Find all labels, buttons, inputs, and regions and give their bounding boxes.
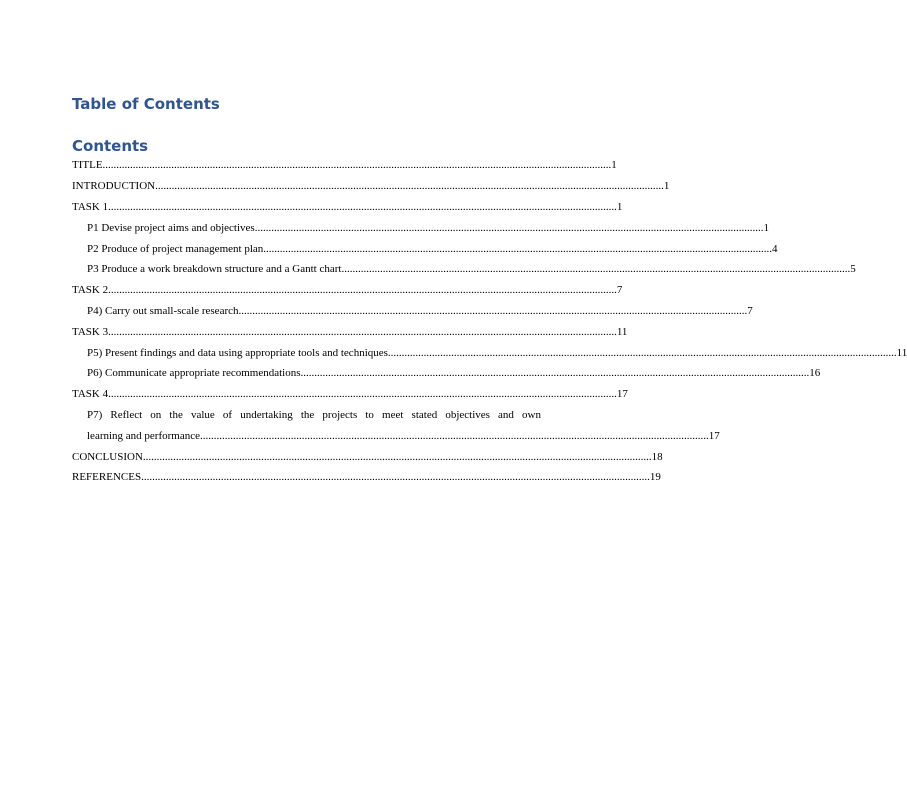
toc-entry-page: 17 — [708, 429, 720, 442]
toc-entry-title: P2 Produce of project management plan — [87, 242, 264, 255]
toc-entry[interactable] — [72, 467, 661, 488]
toc-entry-title: P5) Present findings and data using appropriate tools and techniques — [87, 346, 388, 359]
toc-entry-title: P1 Devise project aims and objectives — [87, 221, 255, 234]
toc-entry[interactable] — [72, 301, 753, 322]
toc-entry[interactable] — [72, 197, 623, 218]
toc-entry-title: P4) Carry out small-scale research — [87, 304, 239, 317]
toc-entry-title: TASK 3 — [72, 325, 109, 338]
toc-leader: ......................................................................................................................................................................................... — [300, 367, 810, 380]
toc-leader: ......................................................................................................................................................................................... — [238, 304, 748, 317]
toc-entry-page: 16 — [809, 367, 821, 380]
toc-entry[interactable] — [72, 384, 628, 405]
toc-entry-title-line2: learning and performance — [87, 429, 200, 442]
toc-list — [72, 155, 907, 488]
toc-entry-title-line1: P7) Reflect on the value of undertaking the projects to meet stated objectives and own — [87, 408, 541, 421]
toc-entry-page: 1 — [616, 200, 623, 213]
toc-entry-title: P3 Produce a work breakdown structure and a Gantt chart — [87, 263, 342, 276]
toc-entry-title: REFERENCES — [72, 471, 142, 484]
toc-entry-page: 7 — [747, 304, 753, 317]
toc-leader: ......................................................................................................................................................................................... — [141, 471, 650, 484]
toc-entry[interactable] — [72, 217, 769, 238]
toc-leader: ......................................................................................................................................................................................... — [108, 200, 617, 213]
toc-entry-page: 19 — [649, 471, 661, 484]
toc-leader: ......................................................................................................................................................................................... — [102, 159, 612, 172]
toc-heading: Table of Contents — [72, 95, 220, 113]
toc-entry-page: 11 — [896, 346, 907, 359]
toc-entry-title: TASK 2 — [72, 284, 109, 297]
toc-leader: ......................................................................................................................................................................................... — [108, 325, 617, 338]
toc-entry[interactable] — [72, 342, 907, 363]
toc-entry-title: TITLE — [72, 159, 103, 172]
toc-entry[interactable] — [72, 405, 720, 447]
toc-entry[interactable] — [72, 259, 856, 280]
contents-heading: Contents — [72, 137, 149, 155]
toc-entry-title: CONCLUSION — [72, 450, 143, 463]
toc-entry[interactable] — [72, 176, 670, 197]
toc-leader: ......................................................................................................................................................................................... — [108, 388, 617, 401]
toc-entry-page: 11 — [616, 325, 628, 338]
toc-entry-page: 18 — [651, 450, 663, 463]
toc-leader: ......................................................................................................................................................................................... — [108, 284, 617, 297]
toc-leader: ......................................................................................................................................................................................... — [155, 180, 664, 193]
toc-entry[interactable] — [72, 238, 778, 259]
toc-leader: ......................................................................................................................................................................................... — [142, 450, 652, 463]
toc-leader: ......................................................................................................................................................................................... — [263, 242, 773, 255]
toc-entry-page: 7 — [616, 284, 623, 297]
toc-entry-page: 1 — [611, 159, 617, 172]
toc-entry-title: TASK 1 — [72, 200, 109, 213]
toc-entry[interactable] — [72, 280, 623, 301]
toc-entry[interactable] — [72, 446, 663, 467]
toc-leader: ......................................................................................................................................................................................... — [200, 429, 709, 442]
toc-entry-title: P6) Communicate appropriate recommendations — [87, 367, 301, 380]
toc-leader: ......................................................................................................................................................................................... — [341, 263, 851, 276]
toc-entry[interactable] — [72, 321, 628, 342]
toc-entry-page: 17 — [616, 388, 628, 401]
toc-leader: ......................................................................................................................................................................................... — [254, 221, 764, 234]
toc-entry-page: 4 — [772, 242, 778, 255]
toc-leader: ......................................................................................................................................................................................... — [387, 346, 897, 359]
toc-entry-page: 1 — [763, 221, 769, 234]
toc-entry-page: 5 — [850, 263, 856, 276]
toc-entry[interactable] — [72, 363, 821, 384]
toc-entry[interactable] — [72, 155, 617, 176]
toc-entry-title: INTRODUCTION — [72, 180, 156, 193]
toc-entry-title: TASK 4 — [72, 388, 109, 401]
toc-entry-page: 1 — [663, 180, 670, 193]
